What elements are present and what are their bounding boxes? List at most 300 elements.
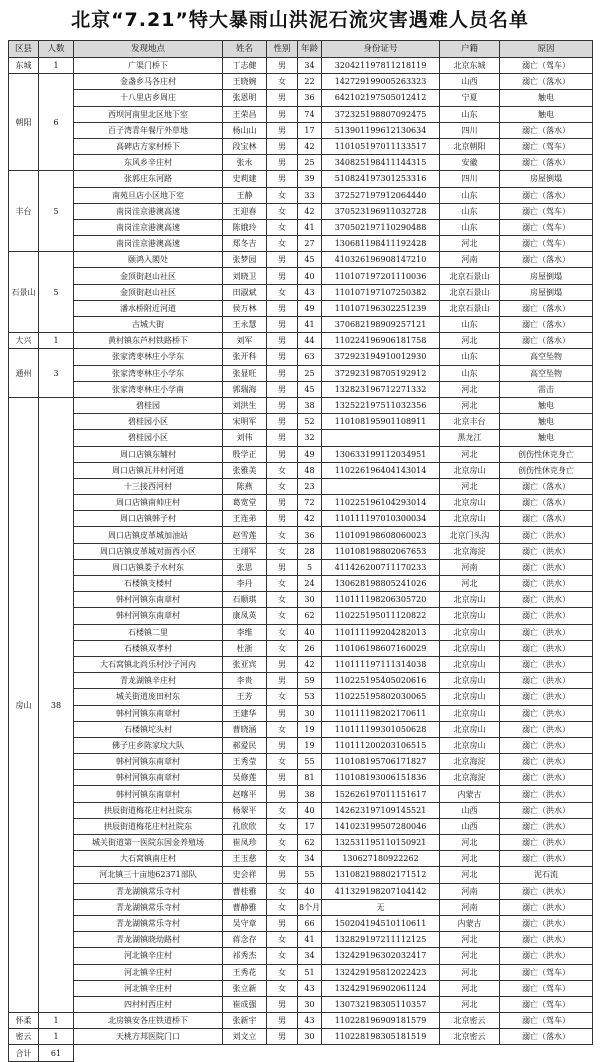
table-row — [9, 592, 593, 608]
name-cell: 王连弟 — [223, 511, 267, 527]
residence-cell: 山东 — [440, 187, 500, 203]
name-cell: 康凤英 — [223, 608, 267, 624]
residence-cell: 山东 — [440, 203, 500, 219]
age-cell: 34 — [298, 948, 322, 964]
residence-cell: 河北 — [440, 236, 500, 252]
id-number-cell: 142623197109145521 — [322, 802, 440, 818]
id-number-cell: 130628198805241026 — [322, 576, 440, 592]
age-cell: 41 — [298, 932, 322, 948]
name-cell: 崔凤珍 — [223, 835, 267, 851]
location-cell: 青龙湖镇常乐寺村 — [74, 915, 223, 931]
residence-cell: 北京房山 — [440, 624, 500, 640]
name-cell: 陈娥玲 — [223, 219, 267, 235]
cause-cell: 溺亡（洪水） — [500, 624, 593, 640]
residence-cell: 北京海淀 — [440, 770, 500, 786]
gender-cell: 女 — [267, 608, 298, 624]
location-cell: 大石窝镇北尚乐村沙子河内 — [74, 656, 223, 672]
cause-cell: 触电 — [500, 414, 593, 430]
name-cell: 王迎春 — [223, 203, 267, 219]
cause-cell: 溺亡（洪水） — [500, 592, 593, 608]
residence-cell: 河北 — [440, 964, 500, 980]
count-cell: 1 — [39, 333, 74, 349]
location-cell: 周口店镇东辅村 — [74, 446, 223, 462]
cause-cell: 溺亡（洪水） — [500, 656, 593, 672]
cause-cell: 溺亡（洪水） — [500, 770, 593, 786]
location-cell: 碧桂园小区 — [74, 430, 223, 446]
age-cell: 66 — [298, 915, 322, 931]
table-row — [9, 414, 593, 430]
age-cell: 63 — [298, 349, 322, 365]
id-number-cell: 110228198305181519 — [322, 1029, 440, 1045]
residence-cell: 内蒙古 — [440, 915, 500, 931]
age-cell: 40 — [298, 883, 322, 899]
age-cell: 45 — [298, 252, 322, 268]
cause-cell: 溺亡（洪水） — [500, 883, 593, 899]
id-number-cell: 110106198607160029 — [322, 640, 440, 656]
gender-cell: 女 — [267, 932, 298, 948]
location-cell: 石楼镇二里 — [74, 624, 223, 640]
cause-cell: 溺亡（驾车） — [500, 1013, 593, 1029]
id-number-cell: 110225195011120822 — [322, 608, 440, 624]
table-row — [9, 219, 593, 235]
table-row — [9, 495, 593, 511]
id-number-cell: 130633199112034951 — [322, 446, 440, 462]
cause-cell: 溺亡（落水） — [500, 155, 593, 171]
gender-cell: 男 — [267, 915, 298, 931]
id-number-cell: 110108195901108911 — [322, 414, 440, 430]
residence-cell: 河北 — [440, 835, 500, 851]
table-row — [9, 802, 593, 818]
cause-cell: 溺亡（洪水） — [500, 689, 593, 705]
header-residence: 户籍 — [440, 41, 500, 58]
age-cell: 74 — [298, 106, 322, 122]
residence-cell: 四川 — [440, 171, 500, 187]
cause-cell: 溺亡（落水） — [500, 252, 593, 268]
cause-cell: 溺亡（洪水） — [500, 737, 593, 753]
table-header-row — [9, 41, 593, 58]
gender-cell: 女 — [267, 899, 298, 915]
location-cell: 韩村河镇东南章村 — [74, 770, 223, 786]
age-cell: 26 — [298, 640, 322, 656]
age-cell: 36 — [298, 527, 322, 543]
table-row — [9, 74, 593, 90]
name-cell: 张梦园 — [223, 252, 267, 268]
cause-cell: 溺亡（洪水） — [500, 527, 593, 543]
residence-cell: 北京房山 — [440, 592, 500, 608]
district-cell: 石景山 — [9, 252, 39, 333]
residence-cell: 北京房山 — [440, 608, 500, 624]
residence-cell: 河北 — [440, 851, 500, 867]
table-row — [9, 899, 593, 915]
table-row — [9, 58, 593, 74]
name-cell: 李丹 — [223, 576, 267, 592]
location-cell: 天桃方邦医院门口 — [74, 1029, 223, 1045]
table-row — [9, 576, 593, 592]
age-cell: 25 — [298, 365, 322, 381]
location-cell: 拱辰街道梅花庄村社院东 — [74, 818, 223, 834]
name-cell: 王秀莹 — [223, 754, 267, 770]
location-cell: 张家湾枣林庄小学南 — [74, 381, 223, 397]
cause-cell: 触电 — [500, 397, 593, 413]
cause-cell: 溺亡（洪水） — [500, 932, 593, 948]
id-number-cell: 132531195110150921 — [322, 835, 440, 851]
residence-cell: 北京海淀 — [440, 543, 500, 559]
id-number-cell: 132429195812022423 — [322, 964, 440, 980]
age-cell: 42 — [298, 511, 322, 527]
age-cell: 33 — [298, 187, 322, 203]
name-cell: 曹桂雅 — [223, 883, 267, 899]
name-cell: 葛宽堂 — [223, 495, 267, 511]
name-cell: 张思 — [223, 559, 267, 575]
table-row — [9, 122, 593, 138]
location-cell: 周口店镇瓦井村河道 — [74, 462, 223, 478]
table-row — [9, 365, 593, 381]
age-cell: 38 — [298, 786, 322, 802]
name-cell: 祁秀杰 — [223, 948, 267, 964]
gender-cell: 男 — [267, 317, 298, 333]
gender-cell: 男 — [267, 171, 298, 187]
id-number-cell: 372923194910012930 — [322, 349, 440, 365]
header-count: 人数 — [39, 41, 74, 58]
name-cell: 李贵 — [223, 673, 267, 689]
name-cell: 郭瑞海 — [223, 381, 267, 397]
id-number-cell: 110226196404143014 — [322, 462, 440, 478]
id-number-cell: 110224196906181758 — [322, 333, 440, 349]
gender-cell: 男 — [267, 705, 298, 721]
table-row — [9, 559, 593, 575]
age-cell: 25 — [298, 155, 322, 171]
id-number-cell: 372325198807092475 — [322, 106, 440, 122]
residence-cell: 北京石景山 — [440, 300, 500, 316]
gender-cell: 男 — [267, 673, 298, 689]
location-cell: 韩村河镇东南章村 — [74, 592, 223, 608]
residence-cell: 山西 — [440, 818, 500, 834]
residence-cell: 山东 — [440, 365, 500, 381]
district-cell: 通州 — [9, 349, 39, 398]
header-id-number: 身份证号 — [322, 41, 440, 58]
name-cell: 王玉慈 — [223, 851, 267, 867]
table-row — [9, 656, 593, 672]
age-cell: 81 — [298, 770, 322, 786]
residence-cell: 宁夏 — [440, 90, 500, 106]
gender-cell: 男 — [267, 106, 298, 122]
district-cell: 房山 — [9, 397, 39, 1012]
cause-cell: 溺亡（洪水） — [500, 559, 593, 575]
cause-cell: 溺亡（驾车） — [500, 964, 593, 980]
location-cell: 南岗洼京港澳高速 — [74, 203, 223, 219]
table-row — [9, 640, 593, 656]
id-number-cell: 411329198207104142 — [322, 883, 440, 899]
table-row — [9, 203, 593, 219]
id-number-cell: 152626197011151617 — [322, 786, 440, 802]
table-row — [9, 462, 593, 478]
cause-cell: 触电 — [500, 90, 593, 106]
location-cell: 佛子庄乡陈家坟大队 — [74, 737, 223, 753]
residence-cell: 山东 — [440, 106, 500, 122]
residence-cell: 内蒙古 — [440, 786, 500, 802]
residence-cell: 山东 — [440, 219, 500, 235]
age-cell: 30 — [298, 705, 322, 721]
location-cell: 张家湾枣林庄小学东 — [74, 365, 223, 381]
cause-cell: 溺亡（洪水） — [500, 673, 593, 689]
cause-cell: 溺亡（洪水） — [500, 721, 593, 737]
gender-cell: 男 — [267, 155, 298, 171]
name-cell: 张新宇 — [223, 1013, 267, 1029]
gender-cell: 男 — [267, 349, 298, 365]
cause-cell: 溺亡（驾车） — [500, 980, 593, 996]
id-number-cell: 132429196302032417 — [322, 948, 440, 964]
id-number-cell: 110225195802030065 — [322, 689, 440, 705]
cause-cell: 溺亡（洪水） — [500, 640, 593, 656]
age-cell: 40 — [298, 802, 322, 818]
id-number-cell: 110107197107250382 — [322, 284, 440, 300]
total-count: 61 — [39, 1045, 74, 1062]
table-row — [9, 236, 593, 252]
id-number-cell: 130681198411192428 — [322, 236, 440, 252]
age-cell: 49 — [298, 446, 322, 462]
cause-cell: 溺亡（洪水） — [500, 835, 593, 851]
age-cell: 42 — [298, 656, 322, 672]
name-cell: 张立新 — [223, 980, 267, 996]
total-row — [9, 1045, 593, 1062]
name-cell: 赵雪莲 — [223, 527, 267, 543]
count-cell: 1 — [39, 1013, 74, 1029]
cause-cell: 溺亡（洪水） — [500, 576, 593, 592]
location-cell: 河北镇辛庄村 — [74, 948, 223, 964]
gender-cell: 女 — [267, 851, 298, 867]
age-cell: 45 — [298, 381, 322, 397]
gender-cell: 女 — [267, 74, 298, 90]
gender-cell: 女 — [267, 187, 298, 203]
name-cell: 孔欣欣 — [223, 818, 267, 834]
name-cell: 张恩明 — [223, 90, 267, 106]
cause-cell: 溺亡（驾车） — [500, 138, 593, 154]
table-row — [9, 381, 593, 397]
cause-cell: 溺亡（驾车） — [500, 219, 593, 235]
cause-cell: 溺亡（落水） — [500, 511, 593, 527]
age-cell: 72 — [298, 495, 322, 511]
name-cell: 王永慧 — [223, 317, 267, 333]
cause-cell: 创伤性休克身亡 — [500, 462, 593, 478]
table-row — [9, 317, 593, 333]
gender-cell: 男 — [267, 559, 298, 575]
id-number-cell: 110225195405020616 — [322, 673, 440, 689]
age-cell: 24 — [298, 576, 322, 592]
residence-cell: 北京房山 — [440, 721, 500, 737]
table-row — [9, 883, 593, 899]
name-cell: 石顺琪 — [223, 592, 267, 608]
table-row — [9, 624, 593, 640]
name-cell: 史会祥 — [223, 867, 267, 883]
id-number-cell: 141023199507280046 — [322, 818, 440, 834]
cause-cell: 泥石流 — [500, 867, 593, 883]
id-number-cell: 340825198411144315 — [322, 155, 440, 171]
name-cell: 李维 — [223, 624, 267, 640]
gender-cell: 女 — [267, 948, 298, 964]
location-cell: 西坝河南里北区地下室 — [74, 106, 223, 122]
age-cell: 30 — [298, 1029, 322, 1045]
residence-cell: 北京海淀 — [440, 754, 500, 770]
cause-cell: 溺亡（落水） — [500, 74, 593, 90]
table-row — [9, 964, 593, 980]
location-cell: 韩村河镇东南章村 — [74, 705, 223, 721]
table-row — [9, 818, 593, 834]
location-cell: 古城大街 — [74, 317, 223, 333]
id-number-cell: 370523196911032728 — [322, 203, 440, 219]
name-cell: 刘洪生 — [223, 397, 267, 413]
residence-cell: 河北 — [440, 867, 500, 883]
location-cell: 河北镇辛庄村 — [74, 980, 223, 996]
location-cell: 碧桂园 — [74, 397, 223, 413]
residence-cell: 河北 — [440, 446, 500, 462]
age-cell: 30 — [298, 996, 322, 1012]
cause-cell: 溺亡（落水） — [500, 187, 593, 203]
location-cell: 石楼镇双孝村 — [74, 640, 223, 656]
gender-cell: 男 — [267, 268, 298, 284]
table-row — [9, 673, 593, 689]
cause-cell: 溺亡（落水） — [500, 478, 593, 494]
gender-cell: 男 — [267, 770, 298, 786]
document-title: 北京“7.21”特大暴雨山洪泥石流灾害遇难人员名单 — [71, 9, 529, 31]
name-cell: 蒋念存 — [223, 932, 267, 948]
name-cell: 吴守章 — [223, 915, 267, 931]
age-cell: 8个月 — [298, 899, 322, 915]
gender-cell: 男 — [267, 430, 298, 446]
name-cell: 郑冬吉 — [223, 236, 267, 252]
location-cell: 周口店镇韩子村 — [74, 511, 223, 527]
district-cell: 密云 — [9, 1029, 39, 1045]
cause-cell: 溺亡（驾车） — [500, 236, 593, 252]
location-cell: 张郭庄东河路 — [74, 171, 223, 187]
table-row — [9, 171, 593, 187]
cause-cell: 溺亡（洪水） — [500, 851, 593, 867]
location-cell: 高碑店方家村桥下 — [74, 138, 223, 154]
name-cell: 刘晓卫 — [223, 268, 267, 284]
gender-cell: 女 — [267, 721, 298, 737]
location-cell: 碧桂园小区 — [74, 414, 223, 430]
name-cell: 段宝林 — [223, 138, 267, 154]
count-cell: 3 — [39, 349, 74, 398]
residence-cell: 河北 — [440, 980, 500, 996]
gender-cell: 女 — [267, 219, 298, 235]
cause-cell: 触电 — [500, 106, 593, 122]
age-cell: 19 — [298, 721, 322, 737]
gender-cell: 女 — [267, 478, 298, 494]
total-label: 合计 — [9, 1045, 39, 1062]
location-cell: 青龙湖镇常乐寺村 — [74, 899, 223, 915]
residence-cell: 黑龙江 — [440, 430, 500, 446]
age-cell: 42 — [298, 203, 322, 219]
gender-cell: 女 — [267, 802, 298, 818]
gender-cell: 男 — [267, 786, 298, 802]
gender-cell: 女 — [267, 980, 298, 996]
name-cell: 王翊军 — [223, 543, 267, 559]
cause-cell: 溺亡（洪水） — [500, 948, 593, 964]
gender-cell: 男 — [267, 90, 298, 106]
cause-cell: 溺亡（驾车） — [500, 996, 593, 1012]
name-cell: 张显旺 — [223, 365, 267, 381]
name-cell: 史莉建 — [223, 171, 267, 187]
location-cell: 颐鸿入閣处 — [74, 252, 223, 268]
id-number-cell: 411426200711170233 — [322, 559, 440, 575]
table-row — [9, 867, 593, 883]
residence-cell: 北京朝阳 — [440, 138, 500, 154]
gender-cell: 女 — [267, 883, 298, 899]
table-row — [9, 754, 593, 770]
cause-cell: 房屋倒塌 — [500, 171, 593, 187]
name-cell: 崔成强 — [223, 996, 267, 1012]
name-cell: 杨山山 — [223, 122, 267, 138]
header-cause: 原因 — [500, 41, 593, 58]
residence-cell: 河北 — [440, 932, 500, 948]
name-cell: 赵喀平 — [223, 786, 267, 802]
table-row — [9, 252, 593, 268]
location-cell: 潘水桥附近河道 — [74, 300, 223, 316]
age-cell: 51 — [298, 964, 322, 980]
gender-cell: 男 — [267, 1029, 298, 1045]
name-cell: 曹静雅 — [223, 899, 267, 915]
cause-cell: 溺亡（洪水） — [500, 786, 593, 802]
id-number-cell: 142729199005263323 — [322, 74, 440, 90]
gender-cell: 男 — [267, 365, 298, 381]
name-cell: 王晓婉 — [223, 74, 267, 90]
residence-cell: 北京门头沟 — [440, 527, 500, 543]
location-cell: 周口店镇南帅庄村 — [74, 495, 223, 511]
location-cell: 城关街道庞田村东 — [74, 689, 223, 705]
gender-cell: 女 — [267, 964, 298, 980]
age-cell: 17 — [298, 122, 322, 138]
residence-cell: 河北 — [440, 948, 500, 964]
district-cell: 东城 — [9, 58, 39, 74]
id-number-cell: 132522197511032356 — [322, 397, 440, 413]
district-cell: 朝阳 — [9, 74, 39, 171]
table-row — [9, 1029, 593, 1045]
name-cell: 张开科 — [223, 349, 267, 365]
count-cell: 6 — [39, 74, 74, 171]
residence-cell: 北京石景山 — [440, 268, 500, 284]
table-row — [9, 397, 593, 413]
table-row — [9, 527, 593, 543]
location-cell: 北房镇安各庄铁道桥下 — [74, 1013, 223, 1029]
count-cell: 1 — [39, 58, 74, 74]
age-cell: 32 — [298, 430, 322, 446]
location-cell: 十八里店乡周庄 — [74, 90, 223, 106]
id-number-cell: 110108198802067653 — [322, 543, 440, 559]
id-number-cell: 372923198705192912 — [322, 365, 440, 381]
location-cell: 周口店镇皮革城加油站 — [74, 527, 223, 543]
age-cell: 40 — [298, 268, 322, 284]
table-row — [9, 543, 593, 559]
age-cell: 55 — [298, 754, 322, 770]
header-gender: 性别 — [267, 41, 298, 58]
id-number-cell: 110111199204282013 — [322, 624, 440, 640]
location-cell: 南岗洼京港澳高速 — [74, 219, 223, 235]
gender-cell: 女 — [267, 203, 298, 219]
cause-cell: 溺亡（洪水） — [500, 608, 593, 624]
residence-cell: 北京房山 — [440, 462, 500, 478]
cause-cell: 触电 — [500, 430, 593, 446]
name-cell: 杨翠平 — [223, 802, 267, 818]
gender-cell: 女 — [267, 754, 298, 770]
id-number-cell: 110109198608060023 — [322, 527, 440, 543]
residence-cell: 北京房山 — [440, 495, 500, 511]
age-cell: 39 — [298, 171, 322, 187]
id-number-cell: 110111198202170611 — [322, 705, 440, 721]
residence-cell: 河北 — [440, 333, 500, 349]
id-number-cell: 130627180922262 — [322, 851, 440, 867]
location-cell: 大石窝镇南庄村 — [74, 851, 223, 867]
age-cell: 59 — [298, 673, 322, 689]
